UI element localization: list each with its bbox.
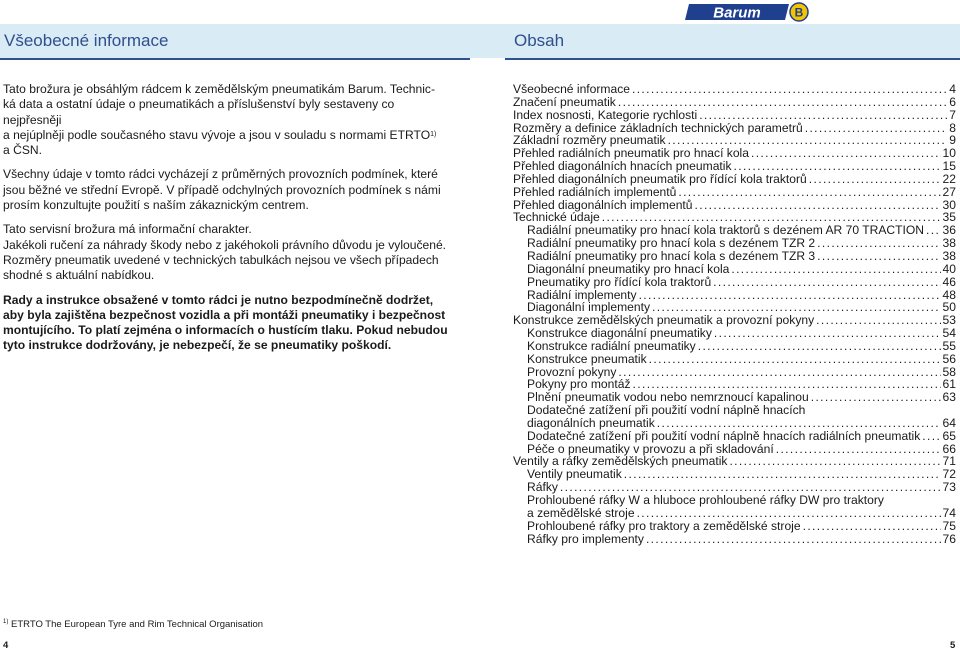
toc-entry-page: 10 [942,146,956,161]
toc-entry-page: 36 [942,223,956,238]
toc-leader-dots [922,430,940,443]
toc-entry-label: Ráfky pro implementy [527,531,644,546]
toc-entry-page: 50 [942,300,956,315]
toc-entry-page: 38 [942,248,956,263]
toc-entry [513,520,956,533]
safety-warning: Rady a instrukce obsažené v tomto rádci je nutno bezpodmínečně dodržet, aby byla zajištěna bezpečnost vozidla a při montáži pneumatiky i bezpečnost montujícího. To platí zejména o informacích o hustícím tlaku. Pokud nebudou tyto instrukce dodržovány, je nebezpečí, že se pneumatiky poškodí. [3,292,448,353]
toc-entry-page: 76 [942,531,956,546]
toc-entry-label: Značení pneumatik [513,94,616,109]
toc-entry-page: 72 [942,467,956,482]
toc-entry-label: Konstrukce radiální pneumatiky [527,338,696,353]
toc-leader-dots [646,533,941,546]
toc-entry-label: Ventily a ráfky zemědělských pneumatik [513,454,728,469]
toc-entry-page: 27 [942,184,956,199]
toc-leader-dots [618,96,947,109]
toc-entry-page: 71 [942,454,956,469]
toc-leader-dots [817,250,940,263]
toc-leader-dots [678,186,940,199]
toc-entry-page: 54 [942,326,956,341]
toc-entry-page: 46 [942,274,956,289]
general-info-text [3,82,455,363]
svg-text:B: B [794,5,804,20]
toc-leader-dots [649,353,941,366]
toc-entry-label: Diagonální pneumatiky pro hnací kola [527,261,730,276]
toc-leader-dots [657,417,941,430]
toc-entry [513,340,956,353]
toc-leader-dots [639,289,941,302]
toc-entry-label: Diagonální implementy [527,300,651,315]
toc-entry-label: Radiální implementy [527,287,637,302]
toc-entry [513,173,956,186]
barum-logo [683,1,811,23]
toc-entry-label: Rozměry a definice základních technických parametrů [513,120,803,135]
toc-entry [513,83,956,96]
toc-leader-dots [714,327,941,340]
toc-leader-dots [729,455,940,468]
toc-entry [513,109,956,122]
toc-entry-label: Konstrukce diagonální pneumatiky [527,326,712,341]
toc-entry-label: a zemědělské stroje [527,505,635,520]
toc-entry-label: Přehled radiálních implementů [513,184,677,199]
toc-entry-page: 40 [942,261,956,276]
toc-entry [513,160,956,173]
toc-entry [513,533,956,546]
toc-entry [513,327,956,340]
toc-entry [513,276,956,289]
toc-entry [513,353,956,366]
toc-entry-label: Plnění pneumatik vodou nebo nemrznoucí kapalinou [527,390,809,405]
toc-entry [513,186,956,199]
intro-line-3-text: a nejúplněji podle současného stavu vývoje a jsou v souladu s normami ETRTO [3,127,431,142]
page-number-right: 5 [950,640,956,651]
toc-entry-line: Dodatečné zatížení při použití vodní náplně hnacích [527,403,806,418]
toc-entry-page: 66 [942,441,956,456]
table-of-contents [513,83,956,545]
toc-leader-dots [776,443,941,456]
toc-entry-label: Přehled diagonálních implementů [513,197,693,212]
toc-leader-dots [816,314,940,327]
toc-entry-label: Radiální pneumatiky pro hnací kola traktorů s dezénem AR 70 TRACTION [527,223,925,238]
toc-entry-page: 65 [942,428,956,443]
toc-entry-label: Radiální pneumatiky pro hnací kola s dezénem TZR 2 [527,236,816,251]
left-title-rule [0,58,470,60]
intro-line-2: ká data a ostatní údaje o pneumatikách a příslušenství byly sestaveny co nejpřesněji [3,97,395,127]
footnote [3,619,263,630]
toc-entry-page: 15 [942,159,956,174]
toc-entry-page: 73 [942,480,956,495]
toc-entry-line: Prohloubené ráfky W a hluboce prohloubené ráfky DW pro traktory [527,493,884,507]
toc-entry-page: 38 [942,236,956,251]
toc-entry-page: 53 [942,313,956,328]
toc-entry-label: diagonálních pneumatik [527,415,655,430]
toc-entry [513,430,956,443]
toc-leader-dots [811,391,941,404]
dimensions-note: Rozměry pneumatik uvedené v technických tabulkách nejsou ve všech případech shodné s aktuální nabídkou. [3,252,439,283]
toc-entry-page: 64 [942,415,956,430]
toc-entry-label: Péče o pneumatiky v provozu a při skladování [527,441,774,456]
toc-leader-dots [734,160,941,173]
contents-title: Obsah [514,31,565,50]
toc-entry-page: 4 [949,82,956,96]
intro-line-3 [3,128,455,143]
toc-leader-dots [817,237,940,250]
toc-leader-dots [926,224,941,237]
toc-entry-label: Dodatečné zatížení při použití vodní náplně hnacích radiálních pneumatik [527,428,921,443]
liability-note: Jakékoli ručení za náhrady škody nebo z jakéhokoli právního důvodu je vyloučené. [3,237,447,252]
toc-entry-page: 74 [942,505,956,520]
toc-entry-label: Ventily pneumatik [527,467,622,482]
toc-entry-label: Technické údaje [513,210,600,225]
toc-leader-dots [731,263,940,276]
toc-leader-dots [695,199,941,212]
toc-entry [513,507,956,520]
toc-entry-label: Konstrukce zemědělských pneumatik a provozní pokyny [513,313,815,328]
toc-entry [513,468,956,481]
toc-entry [513,96,956,109]
toc-entry-label: Radiální pneumatiky pro hnací kola s dezénem TZR 3 [527,248,816,263]
toc-leader-dots [713,276,940,289]
toc-entry-label: Pokyny pro montáž [527,377,631,392]
toc-entry-label: Přehled diagonálních pneumatik pro řídící kola traktorů [513,171,807,186]
page-number-left: 4 [3,640,9,651]
footnote-mark: 1) [3,619,9,625]
toc-leader-dots [632,83,947,96]
toc-entry-label: Index nosnosti, Kategorie rychlosti [513,107,698,122]
toc-entry-label: Přehled diagonálních hnacích pneumatik [513,159,732,174]
toc-leader-dots [637,507,941,520]
toc-leader-dots [699,109,947,122]
toc-leader-dots [698,340,941,353]
toc-entry-page: 9 [949,133,956,148]
toc-entry-label: Provozní pokyny [527,364,617,379]
toc-entry [513,263,956,276]
toc-entry-label: Prohloubené ráfky pro traktory a zemědělské stroje [527,518,801,533]
toc-entry [513,250,956,263]
toc-leader-dots [751,147,941,160]
footnote-ref: 1) [430,130,437,138]
toc-entry-label: Ráfky [527,480,558,495]
intro-line-4: a ČSN. [3,143,42,158]
toc-entry-page: 7 [949,107,956,122]
toc-leader-dots [809,173,941,186]
footnote-text: ETRTO The European Tyre and Rim Technical Organisation [10,619,264,630]
toc-entry-page: 58 [942,364,956,379]
toc-leader-dots [618,366,940,379]
toc-entry-page: 75 [942,518,956,533]
right-title-rule [505,58,960,60]
toc-entry-page: 55 [942,338,956,353]
toc-entry-page: 22 [942,171,956,186]
toc-entry-page: 48 [942,287,956,302]
general-info-title: Všeobecné informace [4,31,169,50]
top-bar [0,0,960,24]
informative-note: Tato servisní brožura má informační charakter. [3,222,252,237]
toc-leader-dots [805,122,948,135]
toc-entry-page: 61 [942,377,956,392]
toc-leader-dots [624,468,941,481]
toc-entry-page: 8 [949,120,956,135]
toc-entry-label: Pneumatiky pro řídící kola traktorů [527,274,712,289]
toc-entry-page: 63 [942,390,956,405]
conditions-paragraph: Všechny údaje v tomto rádci vycházejí z průměrných provozních podmínek, které jsou běžné ve střední Evropě. V případě odchylných provozních podmínek s námi prosím konzultujte použití s naším zákaznickým centrem. [3,167,441,213]
toc-entry-label: Konstrukce pneumatik [527,351,647,366]
toc-entry-label: Základní rozměry pneumatik [513,133,666,148]
toc-entry-page: 35 [942,210,956,225]
toc-entry-page: 6 [949,94,956,109]
toc-entry-label: Všeobecné informace [513,82,630,96]
toc-entry-label: Přehled radiálních pneumatik pro hnací kola [513,146,749,161]
toc-entry [513,417,956,430]
intro-line-1: Tato brožura je obsáhlým rádcem k zemědělským pneumatikám Barum. Technic- [3,82,435,96]
toc-entry-page: 56 [942,351,956,366]
toc-leader-dots [803,520,941,533]
svg-text:Barum: Barum [713,4,761,22]
toc-entry-page: 30 [942,197,956,212]
